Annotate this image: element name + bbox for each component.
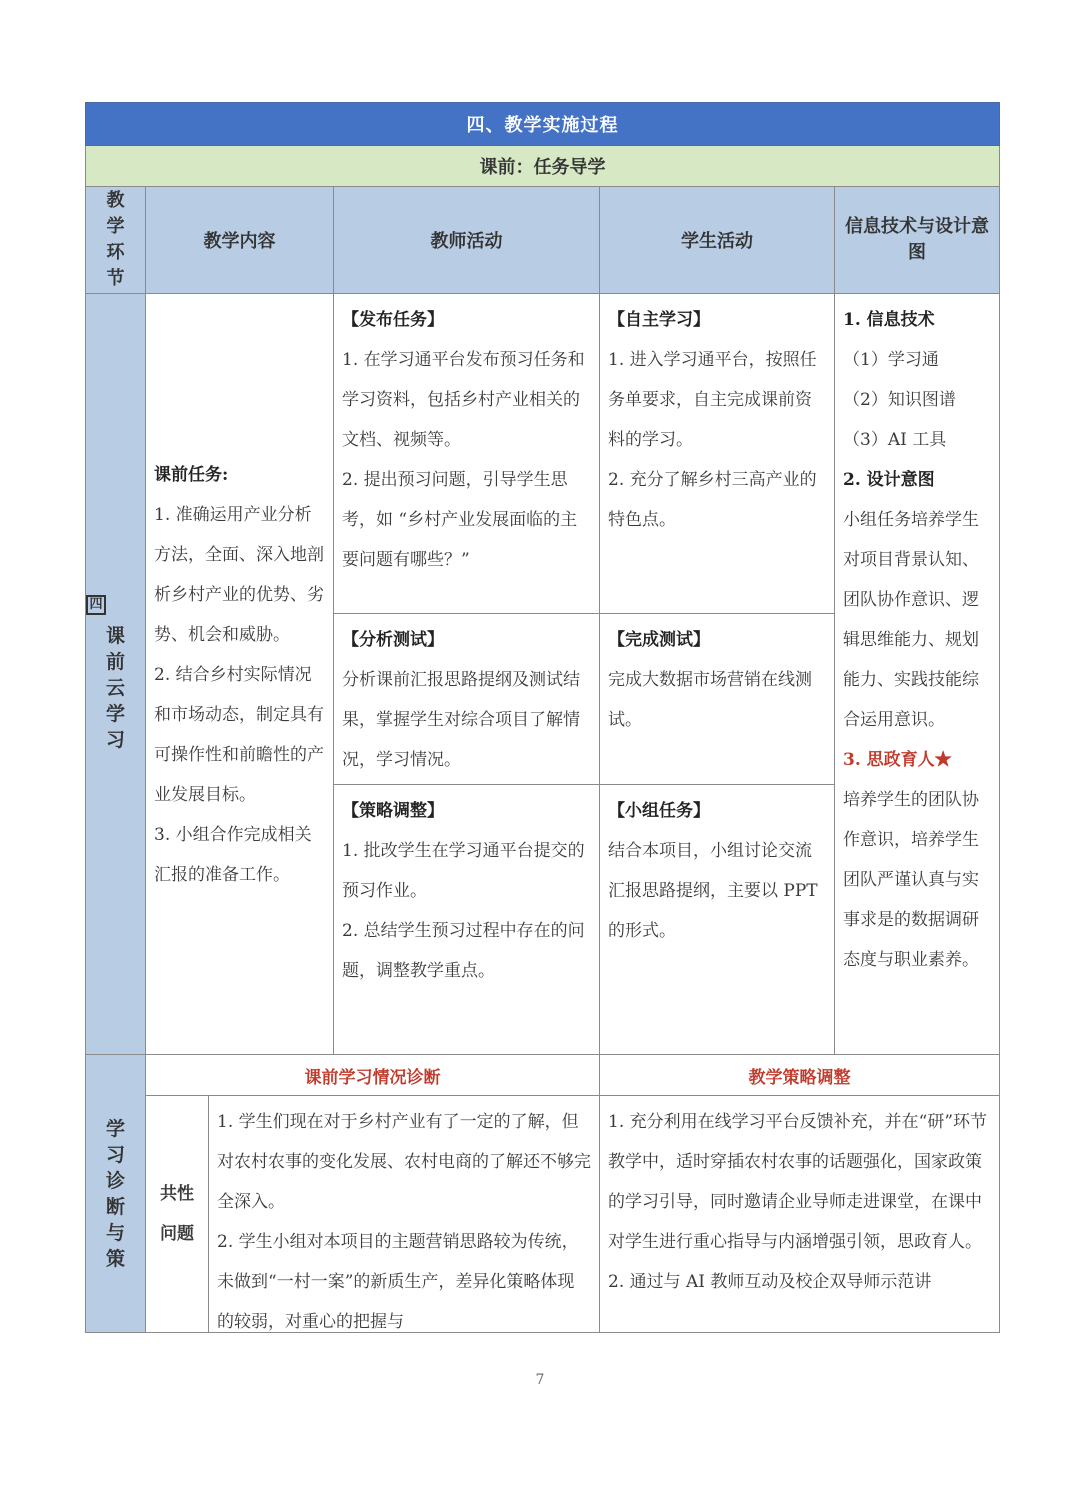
header-teacher: 教师活动 <box>334 187 600 294</box>
teaching-plan-page <box>85 102 999 1333</box>
student-activity-group: 【小组任务】 结合本项目，小组讨论交流汇报思路提纲，主要以 PPT 的形式。 <box>600 785 835 1055</box>
teacher-activity-publish: 【发布任务】 1. 在学习通平台发布预习任务和学习资料，包括乡村产业相关的文档、视频等。 2. 提出预习问题，引导学生思考，如 “乡村产业发展面临的主要问题有哪些？” <box>334 294 600 614</box>
row-label-precourse: 四 课 前 云 学 习 <box>86 294 146 1055</box>
strategy-title: 教学策略调整 <box>600 1055 1000 1096</box>
strategy-adjustments: 1. 充分利用在线学习平台反馈补充，并在“研”环节教学中，适时穿插农村农事的话题强化，国家政策的学习引导，同时邀请企业导师走进课堂，在课中对学生进行重心指导与内涵增强引领，思政育人。 2. 通过与 AI 教师互动及校企双导师示范讲 <box>600 1096 1000 1333</box>
implementation-table <box>85 102 1000 1333</box>
header-tech: 信息技术与设计意图 <box>835 187 1000 294</box>
header-student: 学生活动 <box>600 187 835 294</box>
header-content: 教学内容 <box>146 187 334 294</box>
issue-label: 共性 问题 <box>146 1096 209 1332</box>
diagnosis-title: 课前学习情况诊断 <box>146 1055 600 1096</box>
common-issues <box>146 1096 600 1333</box>
teaching-content: 课前任务: 1. 准确运用产业分析方法，全面、深入地剖析乡村产业的优势、劣势、机会和威胁。 2. 结合乡村实际情况和市场动态，制定具有可操作性和前瞻性的产业发展目标。 3. 小组合作完成相关汇报的准备工作。 <box>146 294 334 1055</box>
teacher-activity-strategy: 【策略调整】 1. 批改学生在学习通平台提交的预习作业。 2. 总结学生预习过程中存在的问题，调整教学重点。 <box>334 785 600 1055</box>
row-label-diagnosis: 学 习 诊 断 与 策 <box>86 1055 146 1333</box>
tech-and-intent: 1. 信息技术 （1）学习通 （2）知识图谱 （3）AI 工具 2. 设计意图 小组任务培养学生对项目背景认知、团队协作意识、逻辑思维能力、规划能力、实践技能综合运用意识。 3. 思政育人★ 培养学生的团队协作意识，培养学生团队严谨认真与实事求是的数据调研态度与职业素养。 <box>835 294 1000 1055</box>
teacher-activity-analysis: 【分析测试】 分析课前汇报思路提纲及测试结果，掌握学生对综合项目了解情况，学习情况。 <box>334 614 600 785</box>
section-title: 四、教学实施过程 <box>86 103 1000 146</box>
issue-list: 1. 学生们现在对于乡村产业有了一定的了解，但对农村农事的变化发展、农村电商的了解还不够完全深入。 2. 学生小组对本项目的主题营销思路较为传统，未做到“一村一案”的新质生产，差异化策略体现的较弱，对重心的把握与 <box>217 1112 591 1332</box>
ideology-heading: 3. 思政育人★ <box>843 750 952 770</box>
student-activity-test: 【完成测试】 完成大数据市场营销在线测试。 <box>600 614 835 785</box>
stage-title: 课前：任务导学 <box>86 146 1000 187</box>
student-activity-self-study: 【自主学习】 1. 进入学习通平台，按照任务单要求，自主完成课前资料的学习。 2. 充分了解乡村三高产业的特色点。 <box>600 294 835 614</box>
header-teaching-stage: 教 学 环 节 <box>86 187 146 294</box>
page-number: 7 <box>535 1372 545 1388</box>
